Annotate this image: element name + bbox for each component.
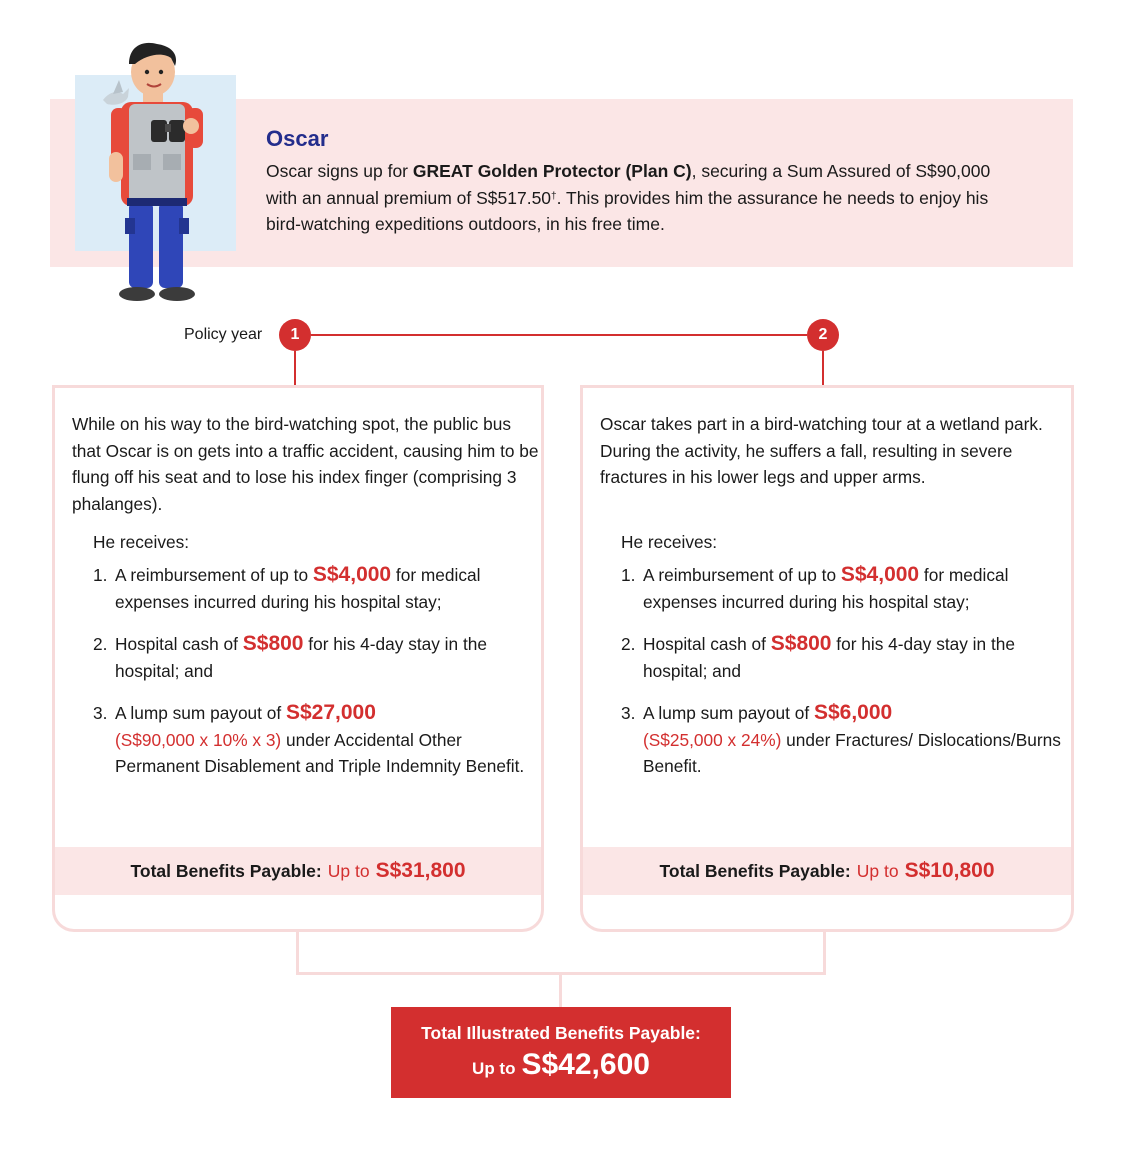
card-top-border: [583, 385, 1071, 388]
item-text-pre: Hospital cash of: [115, 634, 243, 654]
total-benefits-band: [55, 847, 541, 895]
timeline-connector-2: [822, 351, 824, 387]
total-benefits-label: Total Benefits Payable:: [130, 860, 322, 881]
item-text-pre: A lump sum payout of: [115, 703, 286, 723]
item-number: 2.: [93, 634, 108, 654]
total-benefits-amount: S$31,800: [375, 859, 466, 882]
plan-name: GREAT Golden Protector (Plan C): [412, 161, 692, 181]
grand-total-label: Total Illustrated Benefits Payable:: [421, 1023, 701, 1043]
item-number: 3.: [93, 703, 108, 723]
total-upto: Up to: [856, 860, 899, 881]
scenario-text: While on his way to the bird-watching spot, the public bus that Oscar is on gets into a traffic accident, causing him to be flung off his seat and to lose his index finger (comprising 3 phalanges).: [72, 414, 539, 514]
benefit-amount: S$4,000: [312, 563, 392, 586]
profile-desc-part1: Oscar signs up for: [266, 161, 413, 181]
grand-total-upto: Up to: [472, 1059, 516, 1078]
profile-name: Oscar: [266, 126, 329, 151]
benefit-list: [93, 562, 533, 796]
timeline-connector-1: [294, 351, 296, 387]
item-text-post: for medical expenses incurred during his hospital stay;: [115, 565, 481, 612]
item-text-post: for medical expenses incurred during his hospital stay;: [643, 565, 1009, 612]
benefit-item: [93, 700, 533, 780]
benefit-item: [93, 562, 533, 615]
total-benefits-band: [583, 847, 1071, 895]
benefit-item: [93, 631, 533, 684]
item-number: 1.: [93, 565, 108, 585]
scenario-card-year-1: [52, 385, 544, 932]
item-text-post: under Accidental Other Permanent Disablement and Triple Indemnity Benefit.: [115, 729, 525, 776]
card-top-border: [55, 385, 541, 388]
connector-center: [559, 975, 562, 1008]
profile-desc-part3: . This provides him the assurance he needs to enjoy his bird-watching expeditions outdoors, in his free time.: [266, 187, 989, 234]
benefit-amount: S$800: [770, 632, 832, 655]
benefit-amount: S$4,000: [840, 563, 920, 586]
item-number: 2.: [621, 634, 636, 654]
scenario-text: Oscar takes part in a bird-watching tour at a wetland park. During the activity, he suffers a fall, resulting in severe fractures in his lower legs and upper arms.: [600, 414, 1043, 487]
total-benefits-amount: S$10,800: [904, 859, 995, 882]
item-text-post: under Fractures/ Dislocations/Burns Benefit.: [643, 729, 1061, 776]
benefit-amount: S$800: [242, 632, 304, 655]
benefit-amount: S$27,000: [285, 701, 376, 724]
grand-total-box: [391, 1007, 731, 1098]
item-text-pre: A reimbursement of up to: [643, 565, 841, 585]
grand-total-amount: S$42,600: [521, 1048, 650, 1081]
total-benefits-label: Total Benefits Payable:: [659, 860, 851, 881]
profile-description: [266, 158, 996, 238]
profile-desc-part2: , securing a Sum Assured of S$90,000 with an annual premium of S$517.50: [266, 161, 991, 208]
dagger-mark: †: [551, 190, 557, 202]
grand-total-value-line: [472, 1048, 650, 1082]
receives-label: He receives:: [93, 532, 190, 552]
benefit-item: [621, 562, 1061, 615]
benefit-item: [621, 700, 1061, 780]
bird-watcher-avatar: [95, 42, 230, 304]
policy-year-label: Policy year: [184, 326, 263, 343]
benefit-calculation: (S$90,000 x 10% x 3): [115, 729, 282, 750]
item-number: 3.: [621, 703, 636, 723]
benefit-item: [621, 631, 1061, 684]
bird-icon: [103, 80, 129, 105]
item-text-pre: A lump sum payout of: [643, 703, 814, 723]
connector-right: [823, 932, 826, 975]
item-text-post: for his 4-day stay in the hospital; and: [643, 634, 1015, 681]
timeline-line: [311, 334, 807, 336]
total-upto: Up to: [327, 860, 370, 881]
policy-year-node-1: 1: [279, 319, 311, 351]
item-number: 1.: [621, 565, 636, 585]
benefit-amount: S$6,000: [813, 701, 893, 724]
benefit-list: [621, 562, 1061, 796]
policy-year-node-2: 2: [807, 319, 839, 351]
benefit-calculation: (S$25,000 x 24%): [643, 729, 782, 750]
connector-left: [296, 932, 299, 975]
item-text-pre: A reimbursement of up to: [115, 565, 313, 585]
item-text-post: for his 4-day stay in the hospital; and: [115, 634, 487, 681]
receives-label: He receives:: [621, 532, 718, 552]
item-text-pre: Hospital cash of: [643, 634, 771, 654]
scenario-card-year-2: [580, 385, 1074, 932]
